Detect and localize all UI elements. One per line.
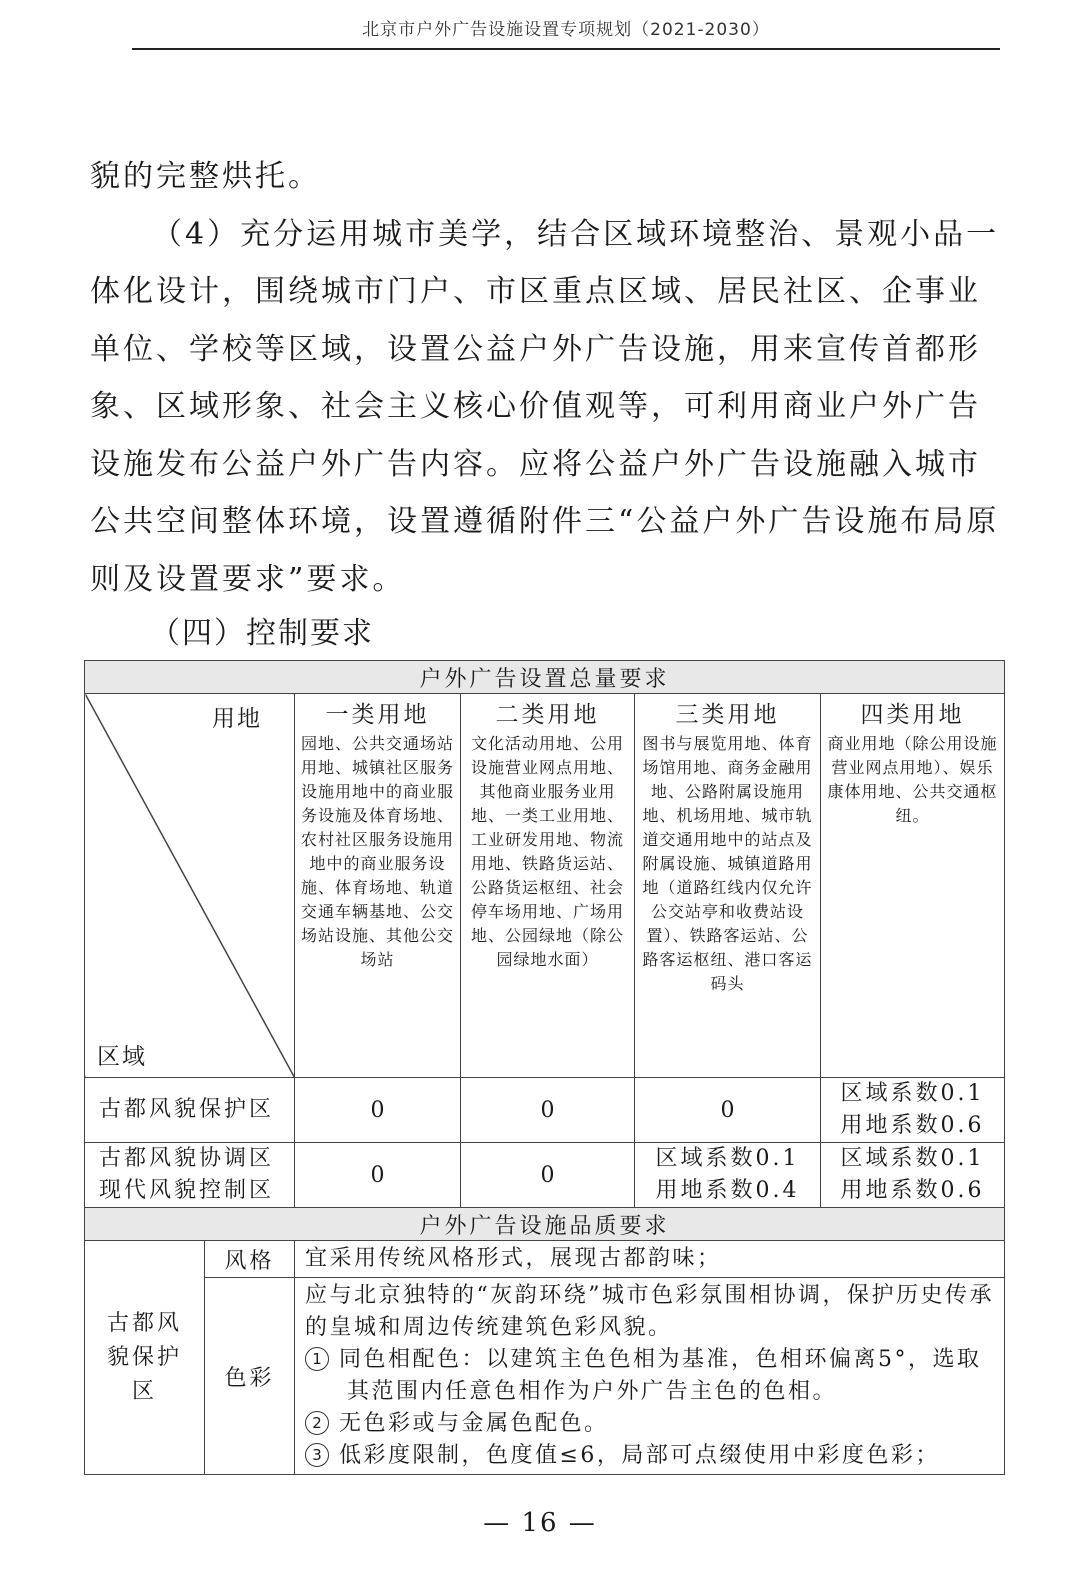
section-title: （四）控制要求 (150, 616, 374, 651)
circled-number: 1 (305, 1347, 329, 1371)
category-desc: 图书与展览用地、体育场馆用地、商务金融用地、公路附属设施用地、机场用地、城市轨道交通用地中的站点及附属设施、城镇道路用地（道路红线内仅允许公交站亭和收费站设置）、铁路客运站、公路客运枢纽、港口客运码头 (642, 734, 813, 993)
zone-label-line: 区 (131, 1378, 157, 1404)
style-label: 风格 (205, 1241, 295, 1278)
control-requirements-table (84, 660, 1005, 1475)
zone-label-line: 古都风 (106, 1310, 182, 1336)
color-item (305, 1440, 994, 1472)
color-intro: 应与北京独特的“灰韵环绕”城市色彩氛围相协调，保护历史传承的皇城和周边传统建筑色彩风貌。 (305, 1283, 994, 1340)
zone-coefficient: 区域系数0.1 (655, 1146, 800, 1171)
color-item-continuation: 其范围内任意色相作为户外广告主色的色相。 (347, 1379, 838, 1404)
paragraph-continuation: 貌的完整烘托。 (90, 159, 321, 194)
circled-number: 3 (305, 1443, 329, 1467)
circled-number: 2 (305, 1411, 329, 1435)
table-cell: 0 (461, 1078, 635, 1143)
style-text: 宜采用传统风格形式，展现古都韵味； (295, 1241, 1005, 1278)
land-coefficient: 用地系数0.6 (840, 1178, 985, 1203)
category-3-cell (635, 694, 821, 1078)
row-label: 古都风貌保护区 (85, 1078, 295, 1143)
row-label (85, 1143, 295, 1208)
color-item-text: 无色彩或与金属色配色。 (339, 1411, 609, 1436)
table-cell: 0 (461, 1143, 635, 1208)
color-text (295, 1278, 1005, 1475)
category-desc: 商业用地（除公用设施营业网点用地）、娱乐康体用地、公共交通枢纽。 (827, 734, 998, 825)
category-1-cell (295, 694, 461, 1078)
zone-coefficient: 区域系数0.1 (840, 1081, 985, 1106)
table-cell: 0 (295, 1078, 461, 1143)
corner-land-label: 用地 (212, 706, 262, 732)
color-item-text: 低彩度限制，色度值≤6，局部可点缀使用中彩度色彩； (339, 1443, 940, 1468)
paragraph-4: （4）充分运用城市美学，结合区域环境整治、景观小品一体化设计，围绕城市门户、市区重点区域、居民社区、企事业单位、学校等区域，设置公益户外广告设施，用来宣传首都形象、区域形象、社会主义核心价值观等，可利用商业户外广告设施发布公益户外广告内容。应将公益户外广告设施融入城市公共空间整体环境，设置遵循附件三“公益户外广告设施布局原则及设置要求”要求。 (90, 216, 1000, 597)
table-cell: 0 (635, 1078, 821, 1143)
coefficient-cell (635, 1143, 821, 1208)
row-label-line: 古都风貌协调区 (99, 1146, 275, 1171)
category-title: 一类用地 (325, 702, 430, 728)
color-label: 色彩 (205, 1278, 295, 1475)
category-4-cell (821, 694, 1005, 1078)
coefficient-cell (821, 1078, 1005, 1143)
color-item-text: 同色相配色：以建筑主色色相为基准，色相环偏离5°，选取 (339, 1347, 982, 1372)
category-title: 二类用地 (495, 702, 600, 728)
zone-coefficient: 区域系数0.1 (840, 1146, 985, 1171)
corner-zone-label: 区域 (97, 1044, 147, 1070)
category-title: 三类用地 (675, 702, 780, 728)
coefficient-cell (821, 1143, 1005, 1208)
total-requirements-header: 户外广告设置总量要求 (85, 661, 1005, 694)
category-title: 四类用地 (860, 702, 965, 728)
category-desc: 园地、公共交通场站用地、城镇社区服务设施用地中的商业服务设施及体育场地、农村社区服务设施用地中的商业服务设施、体育场地、轨道交通车辆基地、公交场站设施、其他公交场站 (301, 734, 455, 969)
color-item (305, 1408, 994, 1440)
land-coefficient: 用地系数0.4 (655, 1178, 800, 1203)
page-header: 北京市户外广告设施设置专项规划（2021-2030） (132, 18, 1000, 50)
body-text (90, 148, 1000, 608)
category-desc: 文化活动用地、公用设施营业网点用地、其他商业服务业用地、一类工业用地、工业研发用地、物流用地、铁路货运站、公路货运枢纽、社会停车场用地、广场用地、公园绿地（除公园绿地水面） (470, 734, 624, 969)
color-item (305, 1344, 994, 1376)
corner-header-cell (85, 694, 295, 1078)
row-label-line: 现代风貌控制区 (99, 1178, 275, 1203)
table-cell: 0 (295, 1143, 461, 1208)
land-coefficient: 用地系数0.6 (840, 1113, 985, 1138)
zone-label (85, 1241, 205, 1475)
page-number: — 16 — (483, 1508, 597, 1538)
category-2-cell (461, 694, 635, 1078)
zone-label-line: 貌保护 (106, 1344, 182, 1370)
quality-requirements-header: 户外广告设施品质要求 (85, 1208, 1005, 1241)
